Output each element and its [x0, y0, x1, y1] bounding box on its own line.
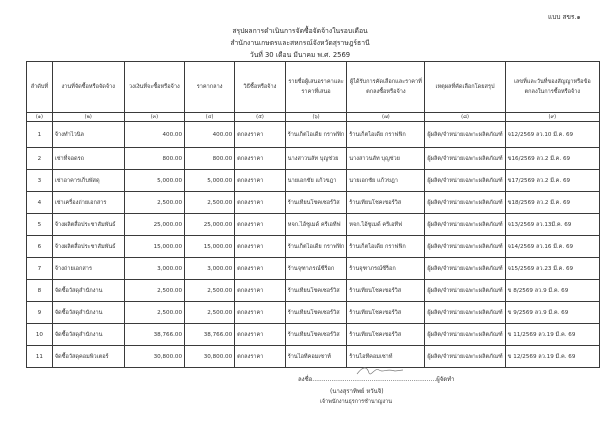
row-number: 3 — [27, 170, 53, 192]
row-number: 4 — [27, 192, 53, 214]
budget-amount: 3,000.00 — [124, 258, 184, 280]
budget-amount: 400.00 — [124, 122, 184, 148]
col-header-reason: เหตุผลที่คัดเลือกโดยสรุป — [425, 62, 505, 113]
table-row — [27, 346, 600, 368]
header-row — [27, 62, 600, 113]
budget-amount: 800.00 — [124, 148, 184, 170]
table-row — [27, 236, 600, 258]
table-row — [27, 192, 600, 214]
budget-amount: 30,800.00 — [124, 346, 184, 368]
table-row — [27, 214, 600, 236]
budget-amount: 25,000.00 — [124, 214, 184, 236]
row-number: 10 — [27, 324, 53, 346]
winner-name: ร้านเก็ตไอเดีย กราฟฟิก — [347, 122, 425, 148]
col-header-item: งานที่จัดซื้อหรือจัดจ้าง — [52, 62, 124, 113]
contract-reference: จ15/2569 ลว.23 มี.ค. 69 — [505, 258, 599, 280]
table-row — [27, 324, 600, 346]
winner-name: ร้านจุฑาภรณ์ซีร็อก — [347, 258, 425, 280]
item-name: เช่าที่จอดรถ — [52, 148, 124, 170]
median-price: 38,766.00 — [185, 324, 235, 346]
item-name: จ้างถ่ายเอกสาร — [52, 258, 124, 280]
col-header-no: ลำดับที่ — [27, 62, 53, 113]
item-name: จ้างผลิตสื่อประชาสัมพันธ์ — [52, 214, 124, 236]
table-row — [27, 170, 600, 192]
budget-amount: 2,500.00 — [124, 192, 184, 214]
bidder-name: นายเอกชัย แก้วขฎา — [285, 170, 347, 192]
median-price: 2,500.00 — [185, 302, 235, 324]
row-number: 9 — [27, 302, 53, 324]
budget-amount: 2,500.00 — [124, 280, 184, 302]
winner-name: นางสาวนลัท บุญช่วย — [347, 148, 425, 170]
row-number: 11 — [27, 346, 53, 368]
row-number: 5 — [27, 214, 53, 236]
row-number: 8 — [27, 280, 53, 302]
row-number: 6 — [27, 236, 53, 258]
contract-reference: จ14/2569 ลว.16 มี.ค. 69 — [505, 236, 599, 258]
column-number-row — [27, 113, 600, 122]
winner-name: ร้านเทียนโชคเซอร์วิส — [347, 280, 425, 302]
budget-amount: 2,500.00 — [124, 302, 184, 324]
col-number: (๗) — [347, 113, 425, 122]
item-name: จ้างผลิตสื่อประชาสัมพันธ์ — [52, 236, 124, 258]
col-number: (๔) — [185, 113, 235, 122]
procurement-method: ตกลงราคา — [235, 324, 286, 346]
median-price: 25,000.00 — [185, 214, 235, 236]
bidder-name: นางสาวนลัท บุญช่วย — [285, 148, 347, 170]
winner-name: ร้านเทียนโชคเซอร์วิส — [347, 302, 425, 324]
row-number: 1 — [27, 122, 53, 148]
table-row — [27, 302, 600, 324]
item-name: จัดซื้อวัสดุคอมพิวเตอร์ — [52, 346, 124, 368]
procurement-table — [26, 61, 600, 368]
item-name: จัดซื้อวัสดุสำนักงาน — [52, 280, 124, 302]
selection-reason: ผู้ผลิต/จำหน่ายเฉพาะผลิตภัณฑ์ — [425, 122, 505, 148]
document-title: สรุปผลการดำเนินการจัดซื้อจัดจ้างในรอบเดือน — [232, 27, 368, 35]
procurement-method: ตกลงราคา — [235, 280, 286, 302]
winner-name: หจก.ไอ้ซูเมด์ ครีเอทีฟ — [347, 214, 425, 236]
winner-name: ร้านเทียนโชคเซอร์วิส — [347, 192, 425, 214]
contract-reference: จ13/2569 ลว.13มี.ค. 69 — [505, 214, 599, 236]
winner-name: ร้านเทียนโชคเซอร์วิส — [347, 324, 425, 346]
procurement-method: ตกลงราคา — [235, 122, 286, 148]
col-number: (๙) — [505, 113, 599, 122]
selection-reason: ผู้ผลิต/จำหน่ายเฉพาะผลิตภัณฑ์ — [425, 280, 505, 302]
budget-amount: 38,766.00 — [124, 324, 184, 346]
col-number: (๓) — [124, 113, 184, 122]
median-price: 800.00 — [185, 148, 235, 170]
bidder-name: ร้านเก็ตไอเดีย กราฟฟิก — [285, 236, 347, 258]
contract-reference: ข 11/2569 ลว.19 มี.ค. 69 — [505, 324, 599, 346]
winner-name: ร้านเก็ตไอเดีย กราฟฟิก — [347, 236, 425, 258]
median-price: 3,000.00 — [185, 258, 235, 280]
median-price: 2,500.00 — [185, 192, 235, 214]
budget-amount: 5,000.00 — [124, 170, 184, 192]
median-price: 30,800.00 — [185, 346, 235, 368]
median-price: 15,000.00 — [185, 236, 235, 258]
table-row — [27, 122, 600, 148]
selection-reason: ผู้ผลิต/จำหน่ายเฉพาะผลิตภัณฑ์ — [425, 258, 505, 280]
procurement-method: ตกลงราคา — [235, 214, 286, 236]
signature-line: ลงชื่อ.................................................................ผู้จัดทำ — [298, 376, 455, 383]
item-name: เช่าอาคารเก็บพัสดุ — [52, 170, 124, 192]
bidder-name: ร้านเทียนโชคเซอร์วิส — [285, 192, 347, 214]
col-number: (๕) — [235, 113, 286, 122]
selection-reason: ผู้ผลิต/จำหน่ายเฉพาะผลิตภัณฑ์ — [425, 302, 505, 324]
bidder-name: ร้านเทียนโชคเซอร์วิส — [285, 324, 347, 346]
median-price: 400.00 — [185, 122, 235, 148]
bidder-name: ร้านเทียนโชคเซอร์วิส — [285, 302, 347, 324]
col-header-budget: วงเงินที่จะซื้อหรือจ้าง — [124, 62, 184, 113]
item-name: จัดซื้อวัสดุสำนักงาน — [52, 324, 124, 346]
col-number: (๘) — [425, 113, 505, 122]
bidder-name: ร้านไอทีคอมเซาท์ — [285, 346, 347, 368]
signer-name: (นางสุราทิพย์ หวันจิ) — [330, 388, 384, 395]
selection-reason: ผู้ผลิต/จำหน่ายเฉพาะผลิตภัณฑ์ — [425, 324, 505, 346]
bidder-name: หจก.ไอ้ซูเมด์ ครีเอทีฟ — [285, 214, 347, 236]
bidder-name: ร้านจุฑาภรณ์ซีร็อก — [285, 258, 347, 280]
row-number: 2 — [27, 148, 53, 170]
median-price: 5,000.00 — [185, 170, 235, 192]
table-row — [27, 280, 600, 302]
selection-reason: ผู้ผลิต/จำหน่ายเฉพาะผลิตภัณฑ์ — [425, 214, 505, 236]
selection-reason: ผู้ผลิต/จำหน่ายเฉพาะผลิตภัณฑ์ — [425, 346, 505, 368]
col-header-bidders: รายชื่อผู้เสนอราคาและราคาที่เสนอ — [285, 62, 347, 113]
col-header-contract: เลขที่และวันที่ของสัญญาหรือข้อตกลงในการซื้อหรือจ้าง — [505, 62, 599, 113]
bidder-name: ร้านเก็ตไอเดีย กราฟฟิก — [285, 122, 347, 148]
contract-reference: ข 12/2569 ลว.19 มี.ค. 69 — [505, 346, 599, 368]
procurement-method: ตกลงราคา — [235, 236, 286, 258]
col-number: (๖) — [285, 113, 347, 122]
winner-name: ร้านไอทีคอมเซาท์ — [347, 346, 425, 368]
table-row — [27, 148, 600, 170]
report-date: วันที่ 30 เดือน มีนาคม พ.ศ. 2569 — [249, 51, 351, 59]
procurement-method: ตกลงราคา — [235, 346, 286, 368]
item-name: เช่าเครื่องถ่ายเอกสาร — [52, 192, 124, 214]
procurement-method: ตกลงราคา — [235, 170, 286, 192]
col-header-winner: ผู้ได้รับการคัดเลือกและราคาที่ตกลงซื้อหรือจ้าง — [347, 62, 425, 113]
agency-name: สำนักงานเกษตรและสหกรณ์จังหวัดสุราษฎร์ธานี — [230, 39, 370, 47]
contract-reference: ข 9/2569 ลว.9 มี.ค. 69 — [505, 302, 599, 324]
col-number: (๒) — [52, 113, 124, 122]
col-header-method: วิธีซื้อหรือจ้าง — [235, 62, 286, 113]
item-name: จ้างทำไวนิล — [52, 122, 124, 148]
selection-reason: ผู้ผลิต/จำหน่ายเฉพาะผลิตภัณฑ์ — [425, 148, 505, 170]
table-row — [27, 258, 600, 280]
budget-amount: 15,000.00 — [124, 236, 184, 258]
col-header-median: ราคากลาง — [185, 62, 235, 113]
selection-reason: ผู้ผลิต/จำหน่ายเฉพาะผลิตภัณฑ์ — [425, 192, 505, 214]
median-price: 2,500.00 — [185, 280, 235, 302]
selection-reason: ผู้ผลิต/จำหน่ายเฉพาะผลิตภัณฑ์ — [425, 170, 505, 192]
contract-reference: ข17/2569 ลว.2 มี.ค. 69 — [505, 170, 599, 192]
form-code: แบบ สขร.๑ — [548, 13, 581, 21]
winner-name: นายเอกชัย แก้วขฎา — [347, 170, 425, 192]
procurement-method: ตกลงราคา — [235, 258, 286, 280]
procurement-method: ตกลงราคา — [235, 302, 286, 324]
contract-reference: ข16/2569 ลว.2 มี.ค. 69 — [505, 148, 599, 170]
procurement-method: ตกลงราคา — [235, 148, 286, 170]
bidder-name: ร้านเทียนโชคเซอร์วิส — [285, 280, 347, 302]
contract-reference: จ12/2569 ลว.10 มี.ค. 69 — [505, 122, 599, 148]
row-number: 7 — [27, 258, 53, 280]
contract-reference: ข 8/2569 ลว.9 มี.ค. 69 — [505, 280, 599, 302]
selection-reason: ผู้ผลิต/จำหน่ายเฉพาะผลิตภัณฑ์ — [425, 236, 505, 258]
col-number: (๑) — [27, 113, 53, 122]
signer-position: เจ้าพนักงานธุรการชำนาญงาน — [320, 399, 393, 405]
contract-reference: ข18/2569 ลว.2 มี.ค. 69 — [505, 192, 599, 214]
item-name: จัดซื้อวัสดุสำนักงาน — [52, 302, 124, 324]
procurement-method: ตกลงราคา — [235, 192, 286, 214]
